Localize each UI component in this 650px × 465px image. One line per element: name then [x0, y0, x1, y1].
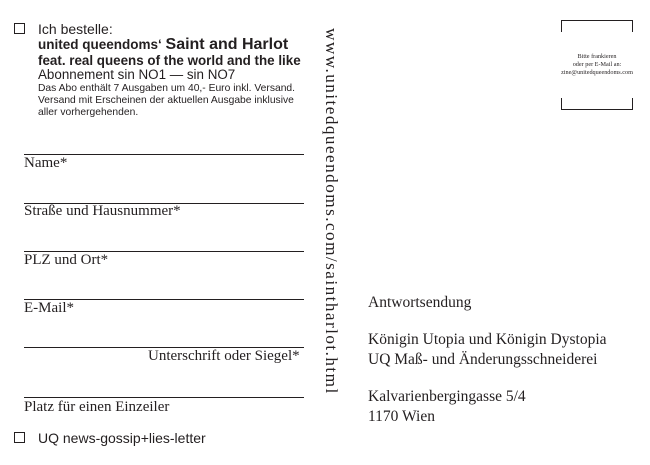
city-label: PLZ und Ort* [24, 252, 109, 268]
signature-label: Unterschrift oder Siegel* [148, 348, 300, 364]
oneliner-field-line[interactable] [24, 397, 304, 398]
reply-label: Antwortsendung [368, 294, 472, 311]
zine-title [38, 37, 288, 53]
email-label: E-Mail* [24, 300, 74, 316]
stamp-placeholder [561, 20, 633, 110]
subscription-details-3: aller vorhergehenden. [38, 107, 139, 118]
zine-title-name: Saint and Harlot [165, 36, 289, 53]
address-recipient: Königin Utopia und Königin Dystopia [368, 331, 607, 348]
order-checkbox-label: Ich bestelle: [38, 21, 113, 37]
name-label: Name* [24, 155, 68, 171]
subscription-details-2: Versand mit Erscheinen der aktuellen Ausgabe inklusive [38, 95, 294, 106]
subscription-offer: Abonnement sin NO1 — sin NO7 [38, 67, 236, 82]
vertical-website-url: www.unitedqueendoms.com/saintharlot.html [322, 28, 341, 395]
newsletter-label: UQ news-gossip+lies-letter [38, 430, 206, 446]
zine-subtitle: feat. real queens of the world and the like [38, 53, 301, 68]
subscription-details-1: Das Abo enthält 7 Ausgaben um 40,- Euro inkl. Versand. [38, 83, 296, 94]
address-city: 1170 Wien [368, 408, 435, 425]
order-checkbox[interactable] [14, 23, 25, 34]
address-street: Kalvarienbergingasse 5/4 [368, 388, 526, 405]
street-label: Straße und Hausnummer* [24, 203, 181, 219]
newsletter-checkbox[interactable] [14, 432, 25, 443]
stamp-line-2: oder per E-Mail an: [572, 61, 622, 69]
stamp-line-1: Bitte frankieren [577, 53, 617, 60]
stamp-text [561, 53, 633, 78]
zine-title-prefix: united queendoms‘ [38, 37, 166, 52]
stamp-email: zine@unitedqueendoms.com [561, 69, 633, 77]
address-company: UQ Maß- und Änderungsschneiderei [368, 351, 598, 368]
oneliner-label: Platz für einen Einzeiler [24, 399, 170, 415]
